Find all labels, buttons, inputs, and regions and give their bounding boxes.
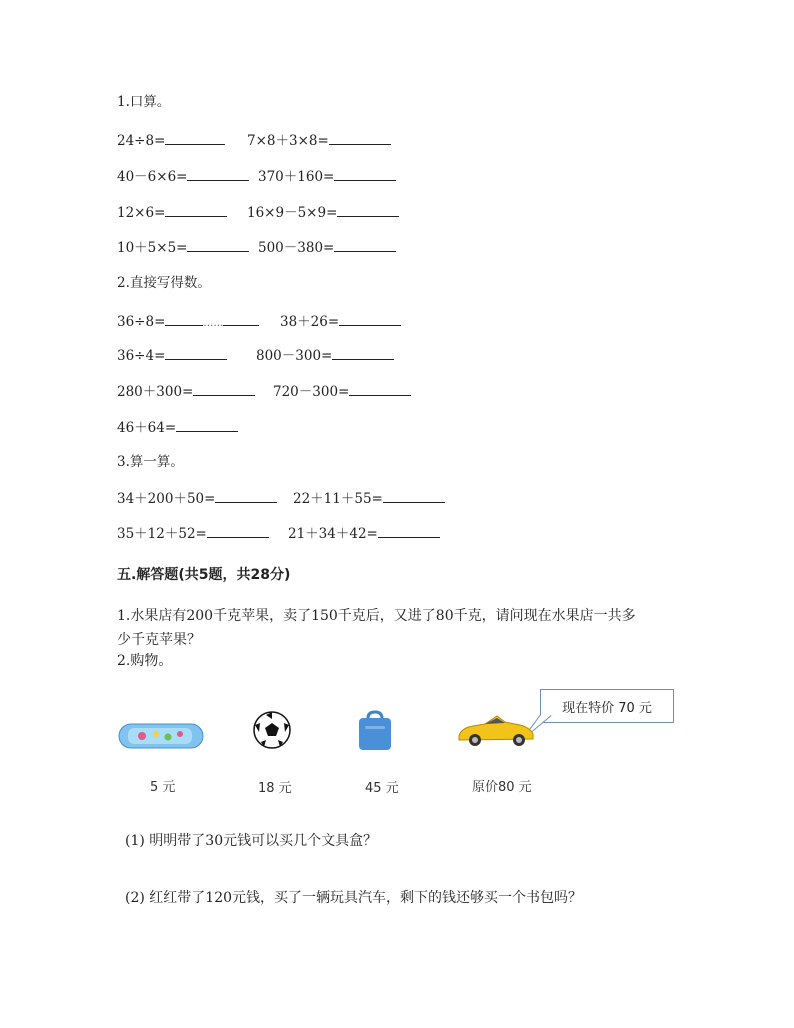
equation: 40－6×6=	[117, 167, 249, 186]
section-title: 五.解答题(共5题，共28分)	[117, 567, 291, 583]
equation: 370＋160=	[258, 167, 396, 186]
equation: 35＋12＋52=	[117, 524, 269, 543]
price-toy-car: 原价80 元	[472, 780, 532, 795]
equation: 24÷8=	[117, 131, 225, 150]
question-1-line2: 少千克苹果？	[117, 632, 201, 648]
sub-question-1: (1) 明明带了30元钱可以买几个文具盒？	[125, 833, 378, 849]
equation: 720－300=	[273, 382, 411, 401]
equation: 12×6=	[117, 203, 227, 222]
equation: 500－380=	[258, 238, 396, 257]
toy-car-icon	[455, 712, 537, 748]
part2-heading: 2.直接写得数。	[117, 275, 211, 291]
pencil-case-icon	[118, 722, 204, 750]
equation: 10＋5×5=	[117, 238, 249, 257]
equation: 280＋300=	[117, 382, 255, 401]
equation: 46＋64=	[117, 418, 238, 437]
price-soccer-ball: 18 元	[258, 781, 292, 796]
part1-heading: 1.口算。	[117, 94, 171, 110]
price-backpack: 45 元	[365, 781, 399, 796]
equation: 34＋200＋50=	[117, 489, 277, 508]
equation: 21＋34＋42=	[288, 524, 440, 543]
question-1-line1: 1.水果店有200千克苹果，卖了150千克后，又进了80千克，请问现在水果店一共多	[117, 608, 636, 624]
equation: 7×8＋3×8=	[247, 131, 391, 150]
equation: 38＋26=	[280, 312, 401, 331]
equation: 22＋11＋55=	[293, 489, 445, 508]
backpack-icon	[356, 710, 394, 752]
part3-heading: 3.算一算。	[117, 454, 184, 470]
question-2: 2.购物。	[117, 653, 173, 669]
sale-callout: 现在特价 70 元	[540, 689, 674, 723]
sub-question-2: (2) 红红带了120元钱，买了一辆玩具汽车，剩下的钱还够买一个书包吗？	[125, 890, 583, 906]
equation: 36÷4=	[117, 346, 227, 365]
equation: 16×9－5×9=	[247, 203, 399, 222]
price-pencil-case: 5 元	[150, 780, 176, 795]
equation-remainder: 36÷8= ……	[117, 312, 259, 333]
equation: 800－300=	[256, 346, 394, 365]
soccer-ball-icon	[252, 710, 292, 750]
